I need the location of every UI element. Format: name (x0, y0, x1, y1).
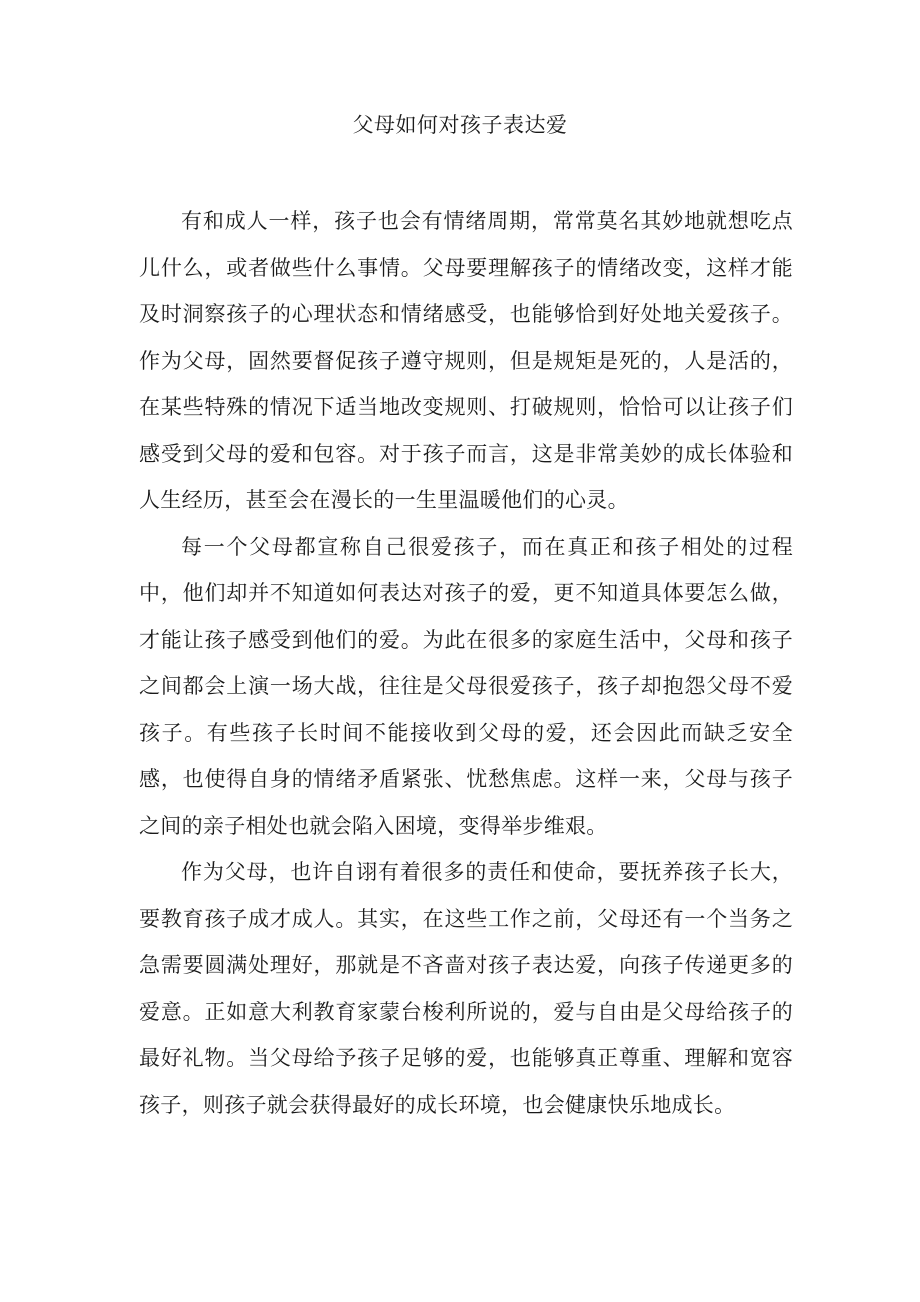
paragraph-3: 作为父母，也许自诩有着很多的责任和使命，要抚养孩子长大，要教育孩子成才成人。其实，在这些工作之前，父母还有一个当务之急需要圆满处理好，那就是不吝啬对孩子表达爱，向孩子传递更多的爱意。正如意大利教育家蒙台梭利所说的，爱与自由是父母给孩子的最好礼物。当父母给予孩子足够的爱，也能够真正尊重、理解和宽容孩子，则孩子就会获得最好的成长环境，也会健康快乐地成长。 (139, 860, 793, 1117)
document-body (139, 198, 793, 1128)
paragraph-1: 有和成人一样，孩子也会有情绪周期，常常莫名其妙地就想吃点儿什么，或者做些什么事情。父母要理解孩子的情绪改变，这样才能及时洞察孩子的心理状态和情绪感受，也能够恰到好处地关爱孩子。作为父母，固然要督促孩子遵守规则，但是规矩是死的，人是活的，在某些特殊的情况下适当地改变规则、打破规则，恰恰可以让孩子们感受到父母的爱和包容。对于孩子而言，这是非常美妙的成长体验和人生经历，甚至会在漫长的一生里温暖他们的心灵。 (139, 209, 793, 512)
paragraph-2: 每一个父母都宣称自己很爱孩子，而在真正和孩子相处的过程中，他们却并不知道如何表达对孩子的爱，更不知道具体要怎么做，才能让孩子感受到他们的爱。为此在很多的家庭生活中，父母和孩子之间都会上演一场大战，往往是父母很爱孩子，孩子却抱怨父母不爱孩子。有些孩子长时间不能接收到父母的爱，还会因此而缺乏安全感，也使得自身的情绪矛盾紧张、忧愁焦虑。这样一来，父母与孩子之间的亲子相处也就会陷入困境，变得举步维艰。 (139, 534, 793, 838)
document-title: 父母如何对孩子表达爱 (352, 113, 568, 137)
